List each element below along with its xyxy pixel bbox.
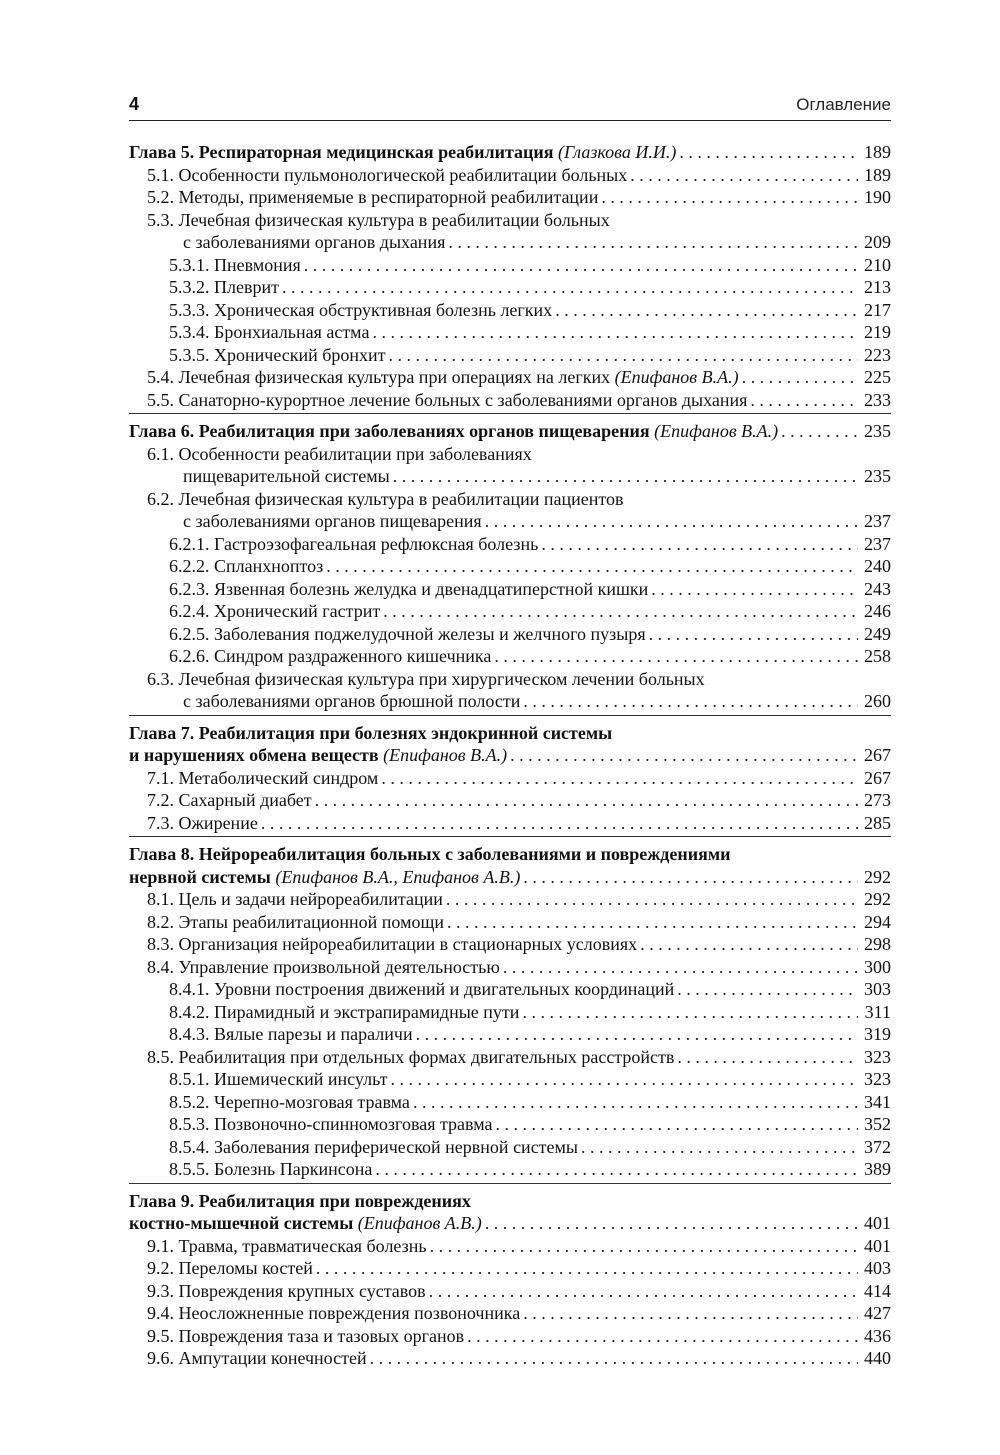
- toc-entry-6-1-cont[interactable]: [129, 465, 891, 488]
- dot-leader: [430, 1235, 858, 1258]
- page-ref: 249: [864, 623, 891, 644]
- toc-entry-5-4[interactable]: [129, 366, 891, 389]
- chapter-6: [129, 420, 891, 716]
- entry-title: с заболеваниями органов дыхания: [183, 232, 446, 252]
- page-ref: 294: [864, 911, 891, 932]
- dot-leader: [315, 789, 858, 812]
- dot-leader: [485, 510, 858, 533]
- toc-entry-8-4-3[interactable]: [129, 1023, 891, 1046]
- dot-leader: [375, 1158, 858, 1181]
- dot-leader: [510, 744, 858, 767]
- chapter-title-cont: и нарушениях обмена веществ: [129, 745, 379, 765]
- chapter-author: (Епифанов А.В.): [357, 1213, 482, 1233]
- chapter-title: Глава 8. Нейрореабилитация больных с заболеваниями и повреждениями: [129, 844, 731, 864]
- page-ref: 189: [864, 164, 891, 185]
- dot-leader: [390, 1068, 858, 1091]
- chapter-8: [129, 843, 891, 1184]
- dot-leader: [555, 299, 858, 322]
- page-header: [129, 92, 891, 121]
- chapter-author: (Епифанов В.А.): [383, 745, 508, 765]
- entry-title: 5.5. Санаторно-курортное лечение больных с заболеваниями органов дыхания: [147, 389, 748, 410]
- page-ref: 292: [864, 889, 891, 909]
- toc-entry-8-4[interactable]: [129, 956, 891, 979]
- toc-entry-6-3-cont[interactable]: [129, 690, 891, 713]
- toc-entry-9-5[interactable]: [129, 1325, 891, 1348]
- toc-entry-6-2-5[interactable]: [129, 623, 891, 646]
- toc-entry-5-5[interactable]: [129, 389, 891, 412]
- dot-leader: [261, 812, 858, 835]
- dot-leader: [448, 231, 858, 254]
- dot-leader: [523, 866, 858, 889]
- dot-leader: [679, 141, 858, 164]
- dot-leader: [781, 420, 858, 443]
- chapter-title-cont: нервной системы: [129, 866, 271, 887]
- page-ref: 225: [864, 367, 891, 387]
- toc-entry-6-2-6[interactable]: [129, 645, 891, 668]
- toc-entry-8-5-2[interactable]: [129, 1091, 891, 1114]
- chapter-9: [129, 1190, 891, 1372]
- toc-entry-8-4-2[interactable]: [129, 1001, 891, 1024]
- toc-entry-9-4[interactable]: [129, 1302, 891, 1325]
- page-ref: 292: [864, 866, 891, 887]
- entry-title: 5.4. Лечебная физическая культура при операциях на легких: [147, 367, 611, 387]
- dot-leader: [383, 600, 858, 623]
- dot-leader: [677, 1046, 858, 1069]
- dot-leader: [326, 555, 858, 578]
- toc-entry-8-4-1[interactable]: [129, 978, 891, 1001]
- toc-entry-8-5-5[interactable]: [129, 1158, 891, 1181]
- toc-entry-6-2[interactable]: [129, 488, 891, 511]
- entry-title: 5.3.1. Пневмония: [169, 254, 301, 275]
- dot-leader: [494, 645, 858, 668]
- toc-entry-6-1[interactable]: [129, 443, 891, 466]
- entry-title: 9.3. Повреждения крупных суставов: [147, 1280, 426, 1301]
- toc-entry-5-3-5[interactable]: [129, 344, 891, 367]
- entry-title: 8.2. Этапы реабилитационной помощи: [147, 911, 444, 932]
- page-ref: 223: [864, 344, 891, 365]
- page-ref: 235: [864, 421, 891, 441]
- page-ref: 427: [864, 1303, 891, 1323]
- dot-leader: [503, 956, 858, 979]
- entry-title: 7.1. Метаболический синдром: [147, 767, 379, 788]
- dot-leader: [393, 465, 858, 488]
- dot-leader: [370, 1347, 858, 1370]
- entry-title: 8.5.5. Болезнь Паркинсона: [169, 1159, 373, 1179]
- toc-entry-7-2[interactable]: [129, 789, 891, 812]
- dot-leader: [541, 533, 858, 556]
- dot-leader: [429, 1280, 858, 1303]
- dot-leader: [523, 690, 858, 713]
- page-ref: 401: [864, 1213, 891, 1233]
- entry-title: 5.2. Методы, применяемые в респираторной реабилитации: [147, 187, 599, 207]
- page-ref: 285: [864, 812, 891, 833]
- entry-title: с заболеваниями органов пищеварения: [183, 511, 482, 531]
- page-ref: 436: [864, 1325, 891, 1346]
- toc-entry-6-2-3[interactable]: [129, 578, 891, 601]
- toc-entry-6-2-cont[interactable]: [129, 510, 891, 533]
- dot-leader: [522, 1001, 858, 1024]
- page-ref: 341: [864, 1091, 891, 1112]
- page-ref: 213: [864, 277, 891, 297]
- dot-leader: [750, 389, 858, 412]
- dot-leader: [630, 164, 858, 187]
- toc-entry-9-3[interactable]: [129, 1280, 891, 1303]
- dot-leader: [413, 1091, 858, 1114]
- dot-leader: [742, 366, 858, 389]
- entry-title: 5.3.4. Бронхиальная астма: [169, 322, 370, 342]
- dot-leader: [447, 911, 858, 934]
- entry-title: 8.3. Организация нейрореабилитации в стационарных условиях: [147, 934, 638, 954]
- page-ref: 323: [864, 1069, 891, 1089]
- chapter-author: (Глазкова И.И.): [558, 142, 677, 162]
- dot-leader: [601, 186, 858, 209]
- entry-title: 5.3. Лечебная физическая культура в реабилитации больных: [147, 209, 610, 230]
- toc-entry-8-1[interactable]: [129, 888, 891, 911]
- toc-entry-5-2[interactable]: [129, 186, 891, 209]
- dot-leader: [581, 1136, 858, 1159]
- dot-leader: [677, 978, 858, 1001]
- page-number: 4: [129, 94, 140, 114]
- chapter-7: [129, 722, 891, 838]
- toc-entry-5-3-4[interactable]: [129, 321, 891, 344]
- toc-entry-6-2-4[interactable]: [129, 600, 891, 623]
- page-ref: 246: [864, 601, 891, 621]
- page-ref: 260: [864, 691, 891, 711]
- toc-entry-6-3[interactable]: [129, 668, 891, 691]
- entry-title: 8.1. Цель и задачи нейрореабилитации: [147, 889, 443, 909]
- page-ref: 190: [864, 187, 891, 207]
- toc-entry-8-5-4[interactable]: [129, 1136, 891, 1159]
- dot-leader: [316, 1257, 858, 1280]
- entry-title: 8.4. Управление произвольной деятельностью: [147, 956, 500, 977]
- entry-title: 8.4.1. Уровни построения движений и двигательных координаций: [169, 979, 675, 999]
- page-ref: 189: [864, 142, 891, 162]
- chapter-title: Глава 9. Реабилитация при повреждениях: [129, 1190, 471, 1211]
- entry-title: 6.2.2. Спланхноптоз: [169, 556, 324, 576]
- page-ref: 243: [864, 578, 891, 599]
- entry-title: 9.4. Неосложненные повреждения позвоночника: [147, 1303, 521, 1323]
- toc-entry-7-1[interactable]: [129, 767, 891, 790]
- toc-entry-9-1[interactable]: [129, 1235, 891, 1258]
- dot-leader: [651, 578, 858, 601]
- page-ref: 240: [864, 556, 891, 576]
- toc-entry-8-5-3[interactable]: [129, 1113, 891, 1136]
- toc-entry-6-2-1[interactable]: [129, 533, 891, 556]
- page-ref: 401: [864, 1235, 891, 1256]
- toc-entry-8-2[interactable]: [129, 911, 891, 934]
- dot-leader: [282, 276, 858, 299]
- toc-entry-5-3[interactable]: [129, 209, 891, 232]
- dot-leader: [649, 623, 858, 646]
- entry-title: 8.5.4. Заболевания периферической нервной системы: [169, 1136, 579, 1157]
- dot-leader: [389, 344, 858, 367]
- chapter-title: Глава 7. Реабилитация при болезнях эндокринной системы: [129, 722, 613, 743]
- dot-leader: [372, 321, 858, 344]
- entry-title: пищеварительной системы: [183, 466, 390, 486]
- chapter-title: Глава 6. Реабилитация при заболеваниях органов пищеварения: [129, 421, 650, 441]
- entry-title: 6.1. Особенности реабилитации при заболеваниях: [147, 443, 532, 464]
- chapter-7-heading-line1[interactable]: [129, 722, 891, 745]
- page-ref: 219: [864, 322, 891, 342]
- entry-title: 8.5.1. Ишемический инсульт: [169, 1069, 388, 1089]
- chapter-6-heading[interactable]: [129, 420, 891, 443]
- chapter-7-heading-line2[interactable]: [129, 744, 891, 767]
- page-ref: 235: [864, 466, 891, 486]
- page-ref: 237: [864, 511, 891, 531]
- page-ref: 352: [864, 1114, 891, 1134]
- entry-title: 8.4.3. Вялые парезы и параличи: [169, 1024, 413, 1044]
- toc-entry-5-3-1[interactable]: [129, 254, 891, 277]
- toc-entry-9-2[interactable]: [129, 1257, 891, 1280]
- toc-entry-9-6[interactable]: [129, 1347, 891, 1370]
- toc-entry-5-3-3[interactable]: [129, 299, 891, 322]
- dot-leader: [640, 933, 858, 956]
- entry-title: 6.2.6. Синдром раздраженного кишечника: [169, 646, 492, 666]
- toc-entry-8-5-1[interactable]: [129, 1068, 891, 1091]
- entry-title: 8.5.2. Черепно-мозговая травма: [169, 1091, 410, 1112]
- entry-title: 8.5.3. Позвоночно-спинномозговая травма: [169, 1114, 493, 1134]
- page-ref: 258: [864, 646, 891, 666]
- chapter-author: (Епифанов В.А., Епифанов А.В.): [275, 866, 521, 887]
- chapter-5: [129, 141, 891, 414]
- toc-entry-8-3[interactable]: [129, 933, 891, 956]
- chapter-8-heading-line2[interactable]: [129, 866, 891, 889]
- page-ref: 267: [864, 745, 891, 765]
- page-ref: 233: [864, 389, 891, 410]
- page-ref: 372: [864, 1136, 891, 1157]
- entry-title: 6.3. Лечебная физическая культура при хирургическом лечении больных: [147, 668, 705, 689]
- entry-title: 6.2.4. Хронический гастрит: [169, 601, 381, 621]
- toc-entry-5-1[interactable]: [129, 164, 891, 187]
- entry-title: 7.3. Ожирение: [147, 812, 258, 833]
- entry-title: 8.5. Реабилитация при отдельных формах двигательных расстройств: [147, 1046, 675, 1067]
- dot-leader: [523, 1302, 858, 1325]
- chapter-author: (Епифанов В.А.): [654, 421, 779, 441]
- chapter-title-cont: костно-мышечной системы: [129, 1213, 354, 1233]
- chapter-8-heading-line1[interactable]: [129, 843, 891, 866]
- entry-title: 7.2. Сахарный диабет: [147, 790, 312, 810]
- page-ref: 300: [864, 956, 891, 977]
- page-ref: 298: [864, 934, 891, 954]
- page-ref: 273: [864, 790, 891, 810]
- toc-entry-6-2-2[interactable]: [129, 555, 891, 578]
- entry-title: 9.1. Травма, травматическая болезнь: [147, 1235, 427, 1256]
- dot-leader: [467, 1325, 858, 1348]
- page-ref: 209: [864, 232, 891, 252]
- dot-leader: [496, 1113, 859, 1136]
- toc-entry-5-3-2[interactable]: [129, 276, 891, 299]
- page-ref: 267: [864, 767, 891, 788]
- entry-title: 6.2.3. Язвенная болезнь желудка и двенадцатиперстной кишки: [169, 578, 649, 599]
- entry-author: (Епифанов В.А.): [614, 367, 739, 387]
- entry-title: 6.2. Лечебная физическая культура в реабилитации пациентов: [147, 488, 624, 509]
- entry-title: 6.2.1. Гастроэзофагеальная рефлюксная болезнь: [169, 533, 539, 554]
- dot-leader: [485, 1212, 858, 1235]
- entry-title: 5.3.5. Хронический бронхит: [169, 344, 386, 365]
- entry-title: 5.1. Особенности пульмонологической реабилитации больных: [147, 164, 628, 185]
- chapter-5-heading[interactable]: [129, 141, 891, 164]
- toc-entry-5-3-cont[interactable]: [129, 231, 891, 254]
- dot-leader: [446, 888, 858, 911]
- page-ref: 303: [864, 979, 891, 999]
- dot-leader: [416, 1023, 858, 1046]
- chapter-9-heading-line1[interactable]: [129, 1190, 891, 1213]
- page-ref: 311: [864, 1001, 891, 1022]
- running-title: Оглавление: [796, 95, 891, 114]
- table-of-contents: [129, 141, 891, 1378]
- page-ref: 440: [864, 1348, 891, 1368]
- page-ref: 217: [864, 299, 891, 320]
- entry-title: 9.2. Переломы костей: [147, 1258, 313, 1278]
- entry-title: 5.3.2. Плеврит: [169, 277, 279, 297]
- page-ref: 210: [864, 254, 891, 275]
- entry-title: 5.3.3. Хроническая обструктивная болезнь легких: [169, 299, 553, 320]
- toc-entry-8-5[interactable]: [129, 1046, 891, 1069]
- page-ref: 414: [864, 1280, 891, 1301]
- page-ref: 389: [864, 1159, 891, 1179]
- toc-entry-7-3[interactable]: [129, 812, 891, 835]
- chapter-title: Глава 5. Респираторная медицинская реабилитация: [129, 142, 554, 162]
- dot-leader: [381, 767, 858, 790]
- entry-title: 9.5. Повреждения таза и тазовых органов: [147, 1325, 465, 1346]
- chapter-9-heading-line2[interactable]: [129, 1212, 891, 1235]
- page-ref: 319: [864, 1024, 891, 1044]
- entry-title: 9.6. Ампутации конечностей: [147, 1348, 367, 1368]
- page-ref: 323: [864, 1046, 891, 1067]
- dot-leader: [304, 254, 858, 277]
- page-ref: 403: [864, 1258, 891, 1278]
- entry-title: с заболеваниями органов брюшной полости: [183, 691, 521, 711]
- page-ref: 237: [864, 533, 891, 554]
- entry-title: 8.4.2. Пирамидный и экстрапирамидные пути: [169, 1001, 520, 1022]
- entry-title: 6.2.5. Заболевания поджелудочной железы и желчного пузыря: [169, 623, 646, 644]
